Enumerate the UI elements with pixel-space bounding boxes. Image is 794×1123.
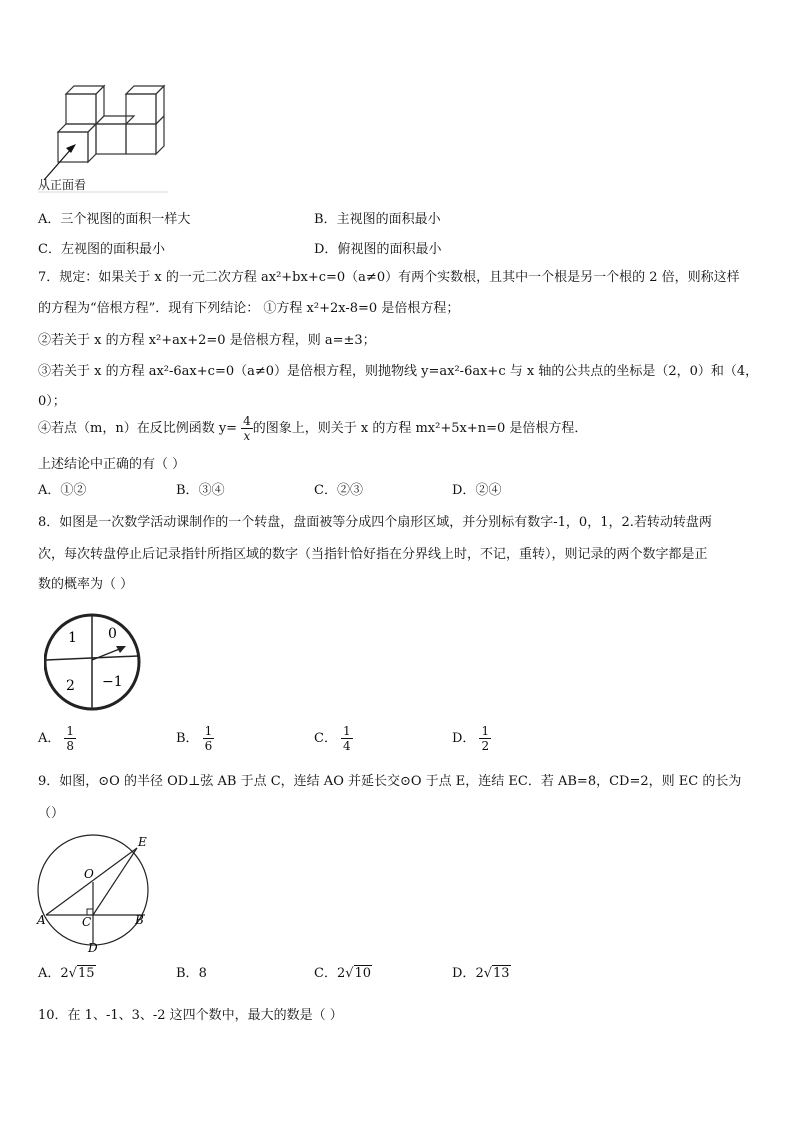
- q7-option-b[interactable]: B．③④: [176, 483, 225, 498]
- q7-line-4: ③若关于 x 的方程 ax²-6ax+c=0（a≠0）是倍根方程，则抛物线 y=ax²-6ax+c 与 x 轴的公共点的坐标是（2，0）和（4，: [38, 364, 759, 379]
- q9-line-2: （）: [38, 806, 65, 821]
- q7-line-1: 7．规定：如果关于 x 的一元二次方程 ax²+bx+c=0（a≠0）有两个实数根，且其中一个根是另一个根的 2 倍，则称这样: [38, 270, 740, 285]
- q7-line-5: 0）；: [38, 394, 66, 409]
- point-d-label: D: [88, 941, 98, 954]
- point-a-label: A: [37, 913, 46, 927]
- q8-option-b[interactable]: B． $\frac{1}{6}$: [176, 724, 213, 753]
- q6-option-d[interactable]: D．俯视图的面积最小: [314, 242, 442, 257]
- q9-option-a[interactable]: A．2√15: [38, 966, 95, 981]
- q7-line-6: ④若点（m，n）在反比例函数 y= $\frac{4}{x}$ 的图象上，则关于 x 的方程 mx²+5x+n=0 是倍根方程．: [38, 414, 588, 443]
- q7-option-d[interactable]: D．②④: [452, 483, 502, 498]
- figure-caption: 从正面看: [38, 178, 87, 192]
- q8-line-1: 8．如图是一次数学活动课制作的一个转盘，盘面被等分成四个扇形区域，并分别标有数字-1，0，1，2.若转动转盘两: [38, 515, 712, 530]
- q7-option-c[interactable]: C．②③: [314, 483, 363, 498]
- point-b-label: B: [135, 913, 144, 927]
- spinner-label-1: 1: [68, 630, 77, 646]
- spinner-figure: [44, 610, 144, 722]
- q8-line-3: 数的概率为（ ）: [38, 577, 134, 592]
- q7-option-a[interactable]: A．①②: [38, 483, 87, 498]
- q8-option-c[interactable]: C． $\frac{1}{4}$: [314, 724, 351, 753]
- spinner-label-0: 0: [108, 626, 117, 642]
- q9-option-b[interactable]: B．8: [176, 966, 207, 981]
- q6-option-c[interactable]: C．左视图的面积最小: [38, 242, 165, 257]
- point-c-label: C: [82, 915, 92, 929]
- spinner-label-neg1: −1: [102, 674, 123, 690]
- circle-geometry-figure: [34, 832, 154, 954]
- q9-option-c[interactable]: C．2√10: [314, 966, 372, 981]
- point-e-label: E: [138, 835, 147, 849]
- q6-option-b[interactable]: B．主视图的面积最小: [314, 212, 441, 227]
- q7-question: 上述结论中正确的有（ ）: [38, 457, 186, 472]
- q9-option-d[interactable]: D．2√13: [452, 966, 510, 981]
- spinner-label-2: 2: [66, 678, 75, 694]
- q8-option-d[interactable]: D． $\frac{1}{2}$: [452, 724, 490, 753]
- q8-option-a[interactable]: A． $\frac{1}{8}$: [38, 724, 75, 753]
- q9-line-1: 9．如图，⊙O 的半径 OD⊥弦 AB 于点 C，连结 AO 并延长交⊙O 于点 E，连结 EC．若 AB=8，CD=2，则 EC 的长为: [38, 774, 742, 789]
- q8-line-2: 次，每次转盘停止后记录指针所指区域的数字（当指针恰好指在分界线上时，不记，重转），则记录的两个数字都是正: [38, 547, 708, 562]
- q6-option-a[interactable]: A．三个视图的面积一样大: [38, 212, 191, 227]
- point-o-label: O: [84, 867, 94, 881]
- q7-line-2: 的方程为“倍根方程”．现有下列结论： ①方程 x²+2x-8=0 是倍根方程；: [38, 301, 460, 316]
- inverse-function-fraction: $\frac{4}{x}$: [243, 414, 251, 443]
- q10-line-1: 10．在 1、-1、3、-2 这四个数中，最大的数是（ ）: [38, 1008, 343, 1023]
- q7-line-3: ②若关于 x 的方程 x²+ax+2=0 是倍根方程，则 a=±3；: [38, 333, 376, 348]
